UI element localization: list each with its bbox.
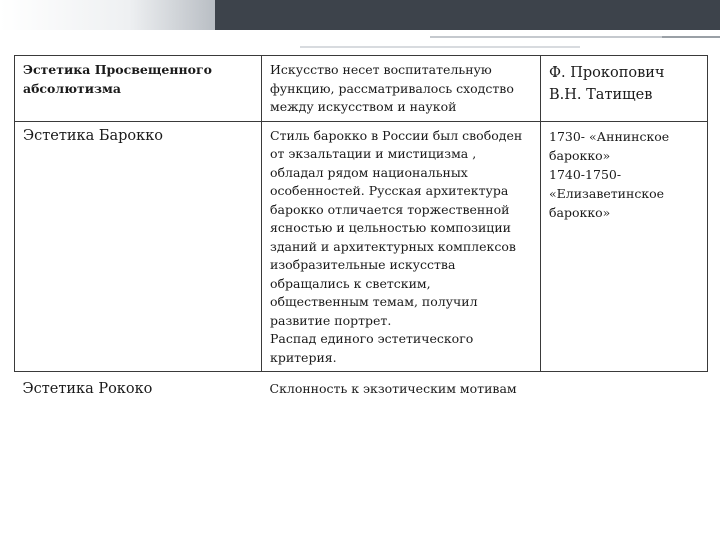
- cell-text: В.Н. Татищев: [549, 87, 653, 103]
- decorative-line: [662, 36, 720, 38]
- cell-text: барокко»: [549, 147, 611, 163]
- cell-text: абсолютизма: [23, 80, 121, 96]
- cell-text: развитие портрет.: [270, 312, 392, 328]
- decorative-line: [430, 36, 664, 38]
- cell-text: изобразительные искусства: [270, 257, 456, 272]
- aesthetics-table: [14, 55, 708, 403]
- cell-text: от экзальтации и мистицизма ,: [270, 146, 477, 161]
- decorative-line: [300, 46, 580, 48]
- table-row: [15, 372, 708, 403]
- cell-text: Склонность к экзотическим мотивам: [269, 381, 517, 396]
- header-dark-bar: [215, 0, 720, 30]
- cell-text: Стиль барокко в России был свободен: [270, 127, 523, 143]
- cell-text: ясностью и цельностью композиции: [270, 220, 512, 235]
- cell-text: 1740-1750-: [549, 166, 622, 182]
- cell-text: Эстетика Рококо: [22, 381, 153, 397]
- cell-text: Эстетика Просвещенного: [23, 62, 212, 77]
- cell-text: 1730- «Аннинское: [549, 128, 670, 144]
- cell-text: обращались к светским,: [270, 275, 431, 291]
- cell-text: Распад единого эстетического: [270, 331, 474, 346]
- cell-text: функцию, рассматривалось сходство: [270, 80, 514, 96]
- header-gradient: [0, 0, 215, 30]
- cell-text: Ф. Прокопович: [549, 65, 665, 81]
- table-cell-style: [15, 372, 262, 403]
- cell-text: общественным темам, получил: [270, 294, 478, 309]
- table-cell-representatives: [541, 121, 708, 372]
- cell-text: особенностей. Русская архитектура: [270, 183, 509, 198]
- cell-text: Эстетика Барокко: [23, 127, 163, 144]
- table-row: [15, 56, 708, 122]
- cell-text: зданий и архитектурных комплексов: [270, 238, 516, 254]
- cell-text: критерия.: [270, 349, 337, 365]
- table-row: [15, 121, 708, 372]
- cell-text: между искусством и наукой: [270, 99, 457, 114]
- cell-text: «Елизаветинское: [549, 185, 665, 201]
- table-cell-style: [15, 121, 262, 372]
- slide-header-band: [0, 0, 720, 33]
- table-cell-representatives: [541, 56, 708, 122]
- cell-text: Искусство несет воспитательную: [270, 62, 492, 77]
- table-cell-style: [15, 56, 262, 122]
- cell-text: барокко отличается торжественной: [270, 201, 510, 217]
- table-cell-description: [262, 121, 541, 372]
- table-cell-description: [262, 56, 541, 122]
- cell-text: барокко»: [549, 204, 611, 220]
- table-cell-representatives: [541, 372, 708, 403]
- table-cell-description: [262, 372, 541, 403]
- cell-text: обладал рядом национальных: [270, 164, 468, 180]
